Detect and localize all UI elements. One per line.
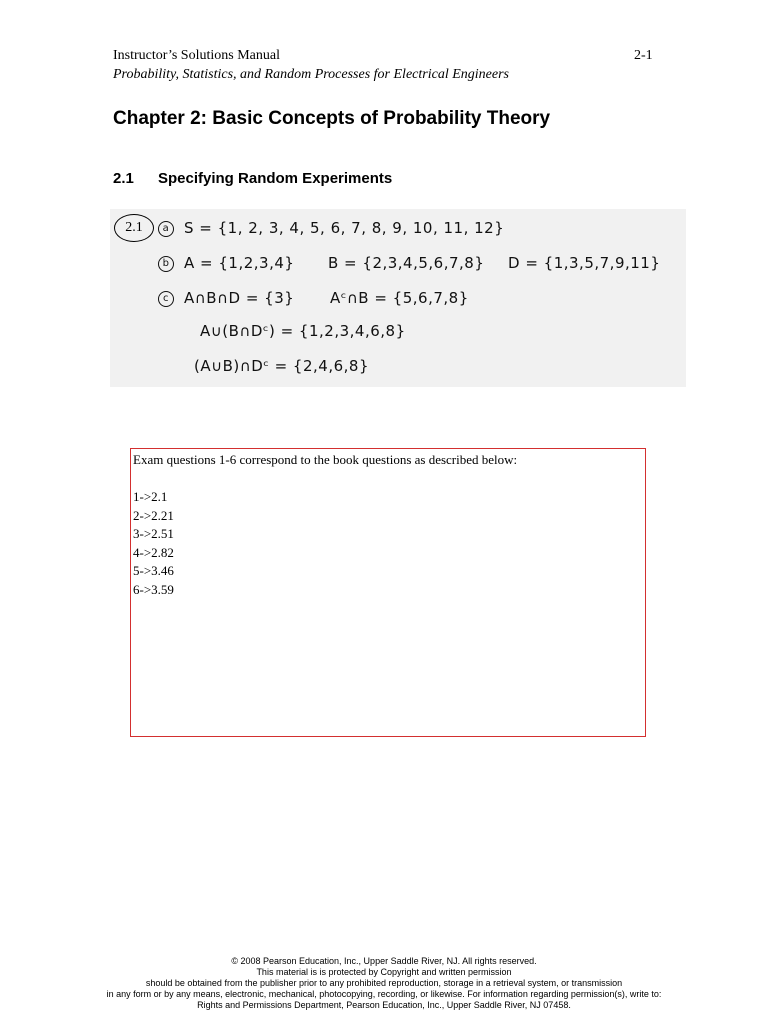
footer-line: in any form or by any means, electronic, mechanical, photocopying, recording, or likewise. For information regarding permission(s), write to: bbox=[106, 989, 662, 999]
solution-line-c1-second: Aᶜ∩B = {5,6,7,8} bbox=[330, 289, 469, 307]
part-a-marker: a bbox=[158, 221, 174, 237]
footer-line: This material is is protected by Copyright and written permission bbox=[256, 967, 512, 977]
manual-title: Instructor’s Solutions Manual bbox=[113, 48, 280, 63]
solution-line-b-set-d: D = {1,3,5,7,9,11} bbox=[508, 254, 661, 272]
part-c-marker: c bbox=[158, 291, 174, 307]
mapping-item: 5->3.46 bbox=[133, 563, 174, 578]
footer-line: should be obtained from the publisher prior to any prohibited reproduction, storage in a retrieval system, or transmission bbox=[145, 978, 623, 988]
exam-intro: Exam questions 1-6 correspond to the book questions as described below: bbox=[133, 452, 518, 467]
running-header bbox=[113, 46, 509, 84]
solution-line-c2: A∪(B∩Dᶜ) = {1,2,3,4,6,8} bbox=[200, 322, 406, 340]
chapter-title: Chapter 2: Basic Concepts of Probability Theory bbox=[113, 108, 551, 129]
footer-line: © 2008 Pearson Education, Inc., Upper Saddle River, NJ. All rights reserved. bbox=[231, 956, 537, 966]
solution-line-c3: (A∪B)∩Dᶜ = {2,4,6,8} bbox=[194, 357, 369, 375]
mapping-item: 1->2.1 bbox=[133, 489, 168, 504]
section-heading bbox=[113, 170, 392, 187]
book-subtitle: Probability, Statistics, and Random Processes for Electrical Engineers bbox=[113, 67, 509, 82]
mapping-item: 2->2.21 bbox=[133, 507, 174, 523]
exam-mapping-box bbox=[130, 448, 646, 737]
page-number: 2-1 bbox=[634, 48, 653, 63]
part-b-marker: b bbox=[158, 256, 174, 272]
solution-line-b: b A = {1,2,3,4} bbox=[158, 254, 294, 272]
solution-line-b-set-b: B = {2,3,4,5,6,7,8} bbox=[328, 254, 485, 272]
mapping-item: 3->2.51 bbox=[133, 526, 174, 541]
problem-label: 2.1 bbox=[114, 214, 154, 242]
solution-line-c1: c A∩B∩D = {3} bbox=[158, 289, 294, 307]
mapping-item: 6->3.59 bbox=[133, 581, 174, 597]
section-title: Specifying Random Experiments bbox=[158, 170, 393, 187]
footer-line: Rights and Permissions Department, Pearson Education, Inc., Upper Saddle River, NJ 07458. bbox=[197, 1000, 571, 1010]
mapping-item: 4->2.82 bbox=[133, 544, 174, 560]
solution-line-a: a S = {1, 2, 3, 4, 5, 6, 7, 8, 9, 10, 11, 12} bbox=[158, 219, 504, 237]
section-number: 2.1 bbox=[113, 170, 134, 187]
handwritten-solution-image bbox=[110, 209, 686, 387]
copyright-footer bbox=[0, 956, 768, 1011]
